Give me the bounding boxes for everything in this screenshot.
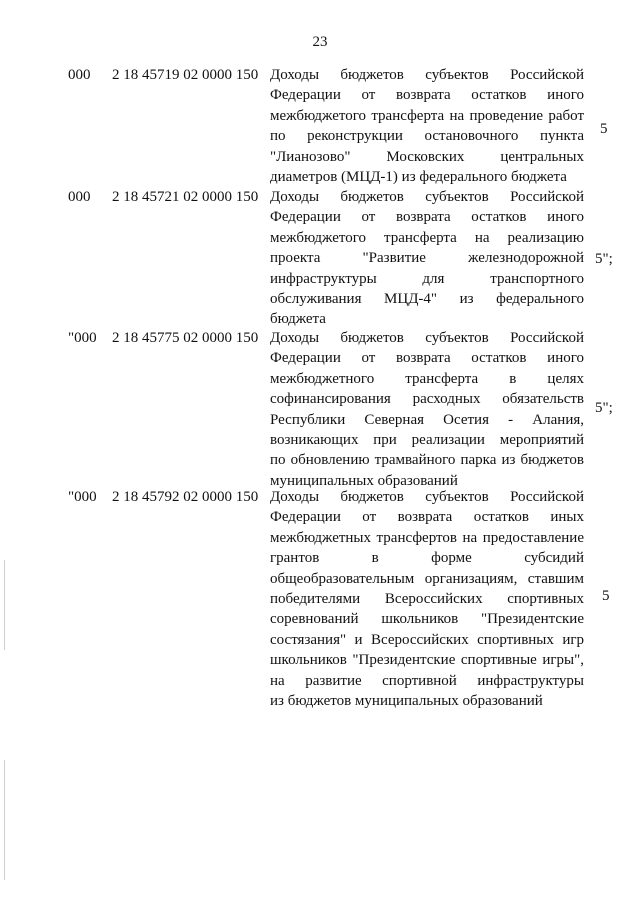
description-line: проекта "Развитие железнодорожной xyxy=(270,250,584,267)
description-line: обслуживания МЦД-4" из федерального xyxy=(270,291,584,308)
description-line: Федерации от возврата остатков иного xyxy=(270,209,584,226)
entry-value: 5 xyxy=(600,121,608,137)
kbk-code: 2 18 45721 02 0000 150 xyxy=(112,189,259,205)
description-line: Федерации от возврата остатков иного xyxy=(270,350,584,367)
description-line: по обновлению трамвайного парка из бюджетов xyxy=(270,452,584,469)
entry-value: 5 xyxy=(602,588,610,604)
description-line: возникающих при реализации мероприятий xyxy=(270,432,584,449)
entry-description xyxy=(270,328,584,491)
description-line: муниципальных образований xyxy=(270,472,458,489)
description-line: на развитие спортивной инфраструктуры xyxy=(270,672,584,689)
kbk-code: 2 18 45719 02 0000 150 xyxy=(112,67,259,83)
description-line: Федерации от возврата остатков иных xyxy=(270,509,584,526)
description-line: Доходы бюджетов субъектов Российской xyxy=(270,67,584,83)
description-line: диаметров (МЦД-1) из федерального бюджета xyxy=(270,169,567,186)
page-number: 23 xyxy=(312,34,328,50)
description-line: общеобразовательным организациям, ставшим xyxy=(270,570,584,587)
description-line: межбюджетного трансферта в целях xyxy=(270,370,584,387)
admin-code: 000 xyxy=(68,67,91,83)
admin-code: "000 xyxy=(68,489,97,505)
description-line: Федерации от возврата остатков иного xyxy=(270,87,584,104)
admin-code: 000 xyxy=(68,189,91,205)
description-line: грантов в форме субсидий xyxy=(270,550,584,567)
description-line: "Лианозово" Московских центральных xyxy=(270,148,584,165)
description-line: Доходы бюджетов субъектов Российской xyxy=(270,189,584,205)
description-line: инфраструктуры для транспортного xyxy=(270,270,584,287)
entry-description xyxy=(270,487,584,711)
scan-artifact xyxy=(4,560,5,650)
kbk-code: 2 18 45775 02 0000 150 xyxy=(112,330,259,346)
description-line: школьников "Президентские спортивные игры", xyxy=(270,652,584,669)
entry-value: 5"; xyxy=(595,400,613,416)
description-line: Доходы бюджетов субъектов Российской xyxy=(270,489,584,505)
description-line: состязания" и Всероссийских спортивных игр xyxy=(270,631,584,648)
description-line: софинансирования расходных обязательств xyxy=(270,391,584,408)
description-line: межбюджетого трансферта на проведение работ xyxy=(270,107,584,124)
table-row xyxy=(0,487,640,713)
description-line: победителями Всероссийских спортивных xyxy=(270,591,584,608)
table-row xyxy=(0,65,640,189)
description-line: по реконструкции остановочного пункта xyxy=(270,128,584,145)
table-row xyxy=(0,187,640,331)
description-line: бюджета xyxy=(270,311,326,328)
description-line: из бюджетов муниципальных образований xyxy=(270,693,543,710)
description-line: межбюджетого трансферта на реализацию xyxy=(270,229,584,246)
kbk-code: 2 18 45792 02 0000 150 xyxy=(112,489,259,505)
description-line: Доходы бюджетов субъектов Российской xyxy=(270,330,584,346)
description-line: соревнований школьников "Президентские xyxy=(270,611,584,628)
description-line: Республики Северная Осетия - Алания, xyxy=(270,411,584,428)
scan-artifact xyxy=(4,760,5,880)
entry-value: 5"; xyxy=(595,251,613,267)
entry-description xyxy=(270,65,584,187)
description-line: межбюджетных трансфертов на предоставление xyxy=(270,529,584,546)
table-row xyxy=(0,328,640,492)
entry-description xyxy=(270,187,584,330)
admin-code: "000 xyxy=(68,330,97,346)
